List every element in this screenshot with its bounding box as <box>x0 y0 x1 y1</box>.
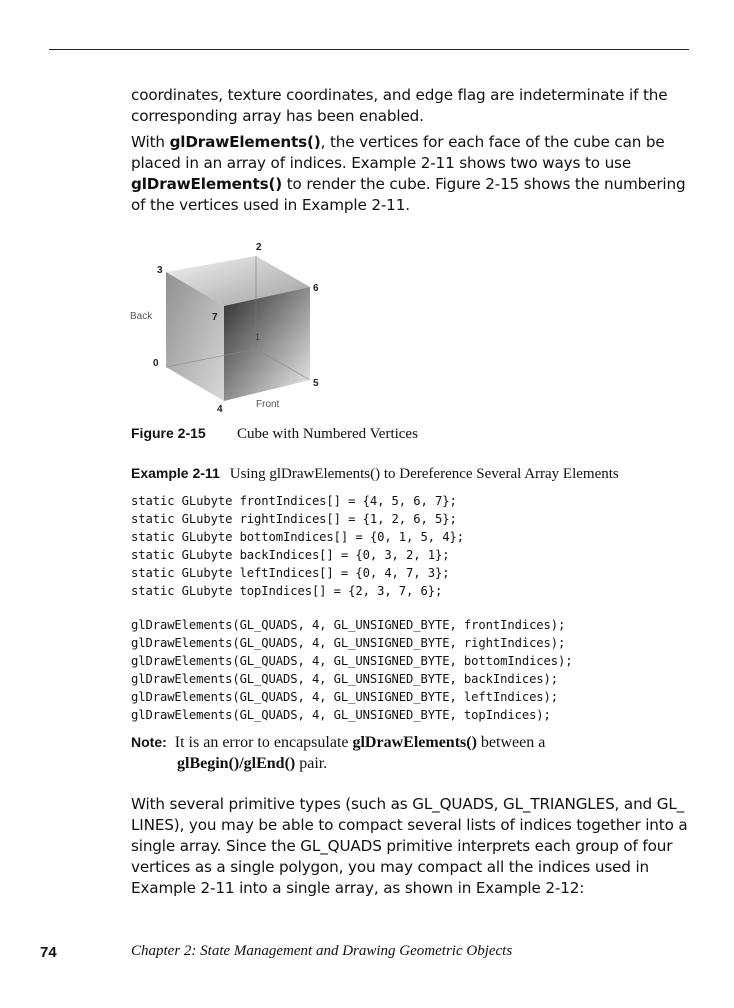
code-block-declarations: static GLubyte frontIndices[] = {4, 5, 6, 7}; static GLubyte rightIndices[] = {1, 2, 6, 5}; static GLubyte bottomIndices[] = {0, 1, 5, 4}; static GLubyte backIndices[] = {0, 3, 2, 1}; static GLubyte leftIndices[] = {0, 4, 7, 3}; static GLubyte topIndices[] = {2, 3, 7, 6}; <box>131 494 464 598</box>
note-continuation <box>131 753 691 774</box>
function-name: glDrawElements() <box>169 133 321 151</box>
example-label: Example 2-11 <box>131 465 220 481</box>
code-block-calls: glDrawElements(GL_QUADS, 4, GL_UNSIGNED_BYTE, frontIndices); glDrawElements(GL_QUADS, 4, GL_UNSIGNED_BYTE, rightIndices); glDrawElements(GL_QUADS, 4, GL_UNSIGNED_BYTE, bottomIndices); glDrawElements(GL_QUADS, 4, GL_UNSIGNED_BYTE, backIndices); glDrawElements(GL_QUADS, 4, GL_UNSIGNED_BYTE, leftIndices); glDrawElements(GL_QUADS, 4, GL_UNSIGNED_BYTE, topIndices); <box>131 618 573 722</box>
vertex-label-7: 7 <box>212 312 218 323</box>
vertex-label-5: 5 <box>313 378 319 389</box>
cube-figure <box>125 235 335 420</box>
note-text: between a <box>476 734 546 751</box>
vertex-label-1: 1 <box>255 332 261 342</box>
note-text: pair. <box>295 755 328 772</box>
figure-caption <box>131 425 418 443</box>
text-run: With <box>131 133 170 151</box>
paragraph-intro: coordinates, texture coordinates, and edge flag are indeterminate if the corresponding array has been enabled. <box>131 86 668 125</box>
header-rule <box>49 49 689 50</box>
figure-caption-text: Cube with Numbered Vertices <box>237 426 418 442</box>
page-number: 74 <box>40 944 57 961</box>
note-label: Note: <box>131 734 167 750</box>
function-name: glBegin()/glEnd() <box>177 755 296 772</box>
cube-right-face <box>224 287 310 401</box>
vertex-label-2: 2 <box>256 242 262 253</box>
vertex-label-4: 4 <box>217 404 223 415</box>
chapter-title: Chapter 2: State Management and Drawing Geometric Objects <box>131 943 513 959</box>
figure-label: Figure 2-15 <box>131 425 206 441</box>
note <box>131 732 691 774</box>
function-name: glDrawElements() <box>131 175 283 193</box>
example-caption <box>131 465 619 483</box>
text-run: , the vertices for each face of the cube can be placed in an array of indices. Example 2-11 shows two ways to use <box>131 133 665 172</box>
back-label: Back <box>130 311 153 322</box>
note-text: It is an error to encapsulate <box>174 734 353 751</box>
vertex-label-6: 6 <box>313 283 319 294</box>
front-label: Front <box>256 399 280 410</box>
vertex-label-3: 3 <box>157 265 163 276</box>
function-name: glDrawElements() <box>352 734 477 751</box>
paragraph-gldrawelements <box>131 132 691 216</box>
vertex-label-0: 0 <box>153 358 159 369</box>
text-run: to render the cube. Figure 2-15 shows the numbering of the vertices used in Example 2-11. <box>131 175 686 214</box>
example-title: Using glDrawElements() to Dereference Several Array Elements <box>229 466 619 482</box>
paragraph-compact: With several primitive types (such as GL_QUADS, GL_TRIANGLES, and GL_ LINES), you may be able to compact several lists of indices together into a single array. Since the GL_QUADS primitive interprets each group of four vertices as a single polygon, you may compact all the indices used in Example 2-11 into a single array, as shown in Example 2-12: <box>131 795 688 897</box>
